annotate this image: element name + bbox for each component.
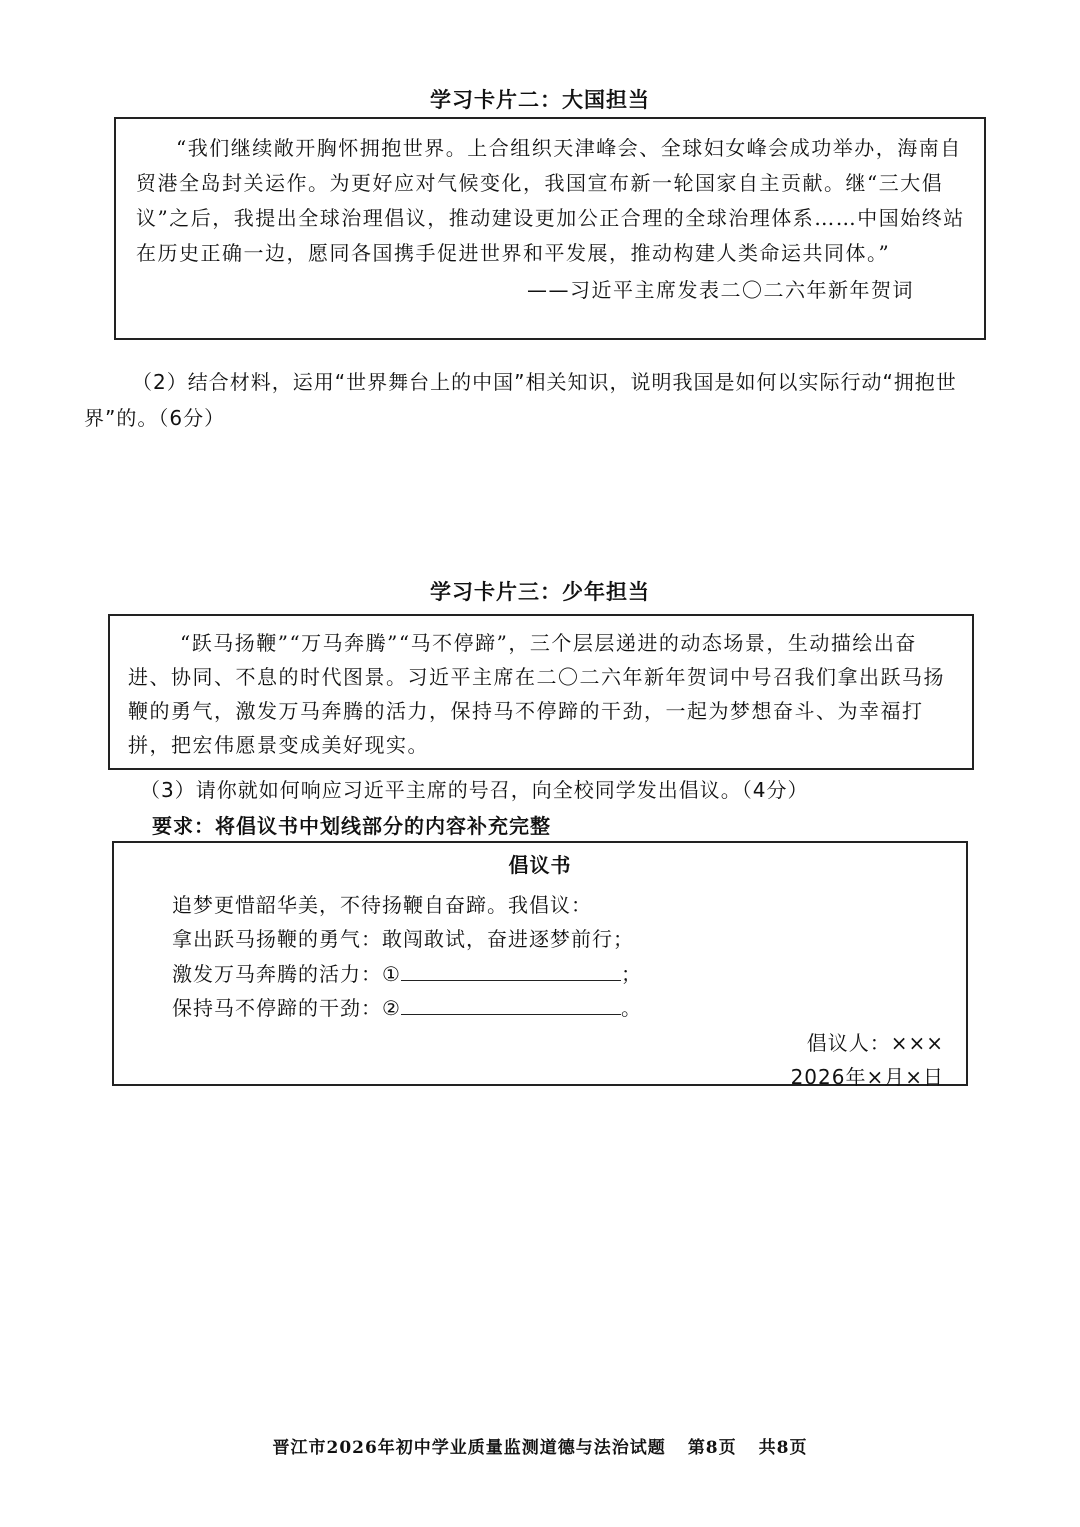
card2-title: 学习卡片二：大国担当 bbox=[430, 88, 650, 112]
proposal-line-1: 追梦更惜韶华美，不待扬鞭自奋蹄。我倡议： bbox=[172, 893, 592, 917]
question-3-requirement: 要求：将倡议书中划线部分的内容补充完整 bbox=[152, 814, 551, 838]
footer-total-pages: 共8页 bbox=[758, 1438, 808, 1458]
page-footer bbox=[0, 1433, 1080, 1458]
proposal-date: 2026年×月×日 bbox=[790, 1065, 944, 1089]
card2-quote-source: ——习近平主席发表二〇二六年新年贺词 bbox=[527, 278, 914, 302]
card2-quote-box bbox=[114, 117, 986, 340]
proposal-line-3 bbox=[172, 958, 642, 987]
question-2: （2）结合材料，运用“世界舞台上的中国”相关知识，说明我国是如何以实际行动“拥抱世界”的。（6分） bbox=[84, 370, 957, 430]
answer-blank-2[interactable] bbox=[401, 996, 621, 1015]
proposal-line-4-end: 。 bbox=[620, 996, 642, 1020]
footer-page-number: 第8页 bbox=[687, 1438, 737, 1458]
card2-quote-text: “我们继续敞开胸怀拥抱世界。上合组织天津峰会、全球妇女峰会成功举办，海南自贸港全岛封关运作。为更好应对气候变化，我国宣布新一轮国家自主贡献。继“三大倡议”之后，我提出全球治理倡议，推动建设更加公正合理的全球治理体系……中国始终站在历史正确一边，愿同各国携手促进世界和平发展，推动构建人类命运共同体。” bbox=[136, 136, 965, 265]
proposal-letter-box bbox=[112, 841, 968, 1089]
proposal-line-4 bbox=[172, 992, 642, 1021]
proposal-signer: 倡议人：××× bbox=[806, 1031, 944, 1055]
proposal-title: 倡议书 bbox=[508, 853, 572, 877]
answer-blank-1[interactable] bbox=[401, 962, 621, 981]
footer-exam-title: 晋江市2026年初中学业质量监测道德与法治试题 bbox=[272, 1438, 666, 1458]
proposal-line-3-end: ； bbox=[620, 962, 642, 986]
proposal-line-2: 拿出跃马扬鞭的勇气：敢闯敢试，奋进逐梦前行； bbox=[172, 927, 634, 951]
proposal-line-4-label: 保持马不停蹄的干劲：② bbox=[172, 996, 401, 1020]
card3-text-box bbox=[108, 614, 974, 770]
question-3: （3）请你就如何响应习近平主席的号召，向全校同学发出倡议。（4分） bbox=[140, 778, 809, 802]
card3-title: 学习卡片三：少年担当 bbox=[430, 580, 650, 604]
proposal-line-3-label: 激发万马奔腾的活力：① bbox=[172, 962, 401, 986]
card3-text: “跃马扬鞭”“万马奔腾”“马不停蹄”，三个层层递进的动态场景，生动描绘出奋进、协同、不息的时代图景。习近平主席在二〇二六年新年贺词中号召我们拿出跃马扬鞭的勇气，激发万马奔腾的活力，保持马不停蹄的干劲，一起为梦想奋斗、为幸福打拼，把宏伟愿景变成美好现实。 bbox=[128, 631, 945, 757]
